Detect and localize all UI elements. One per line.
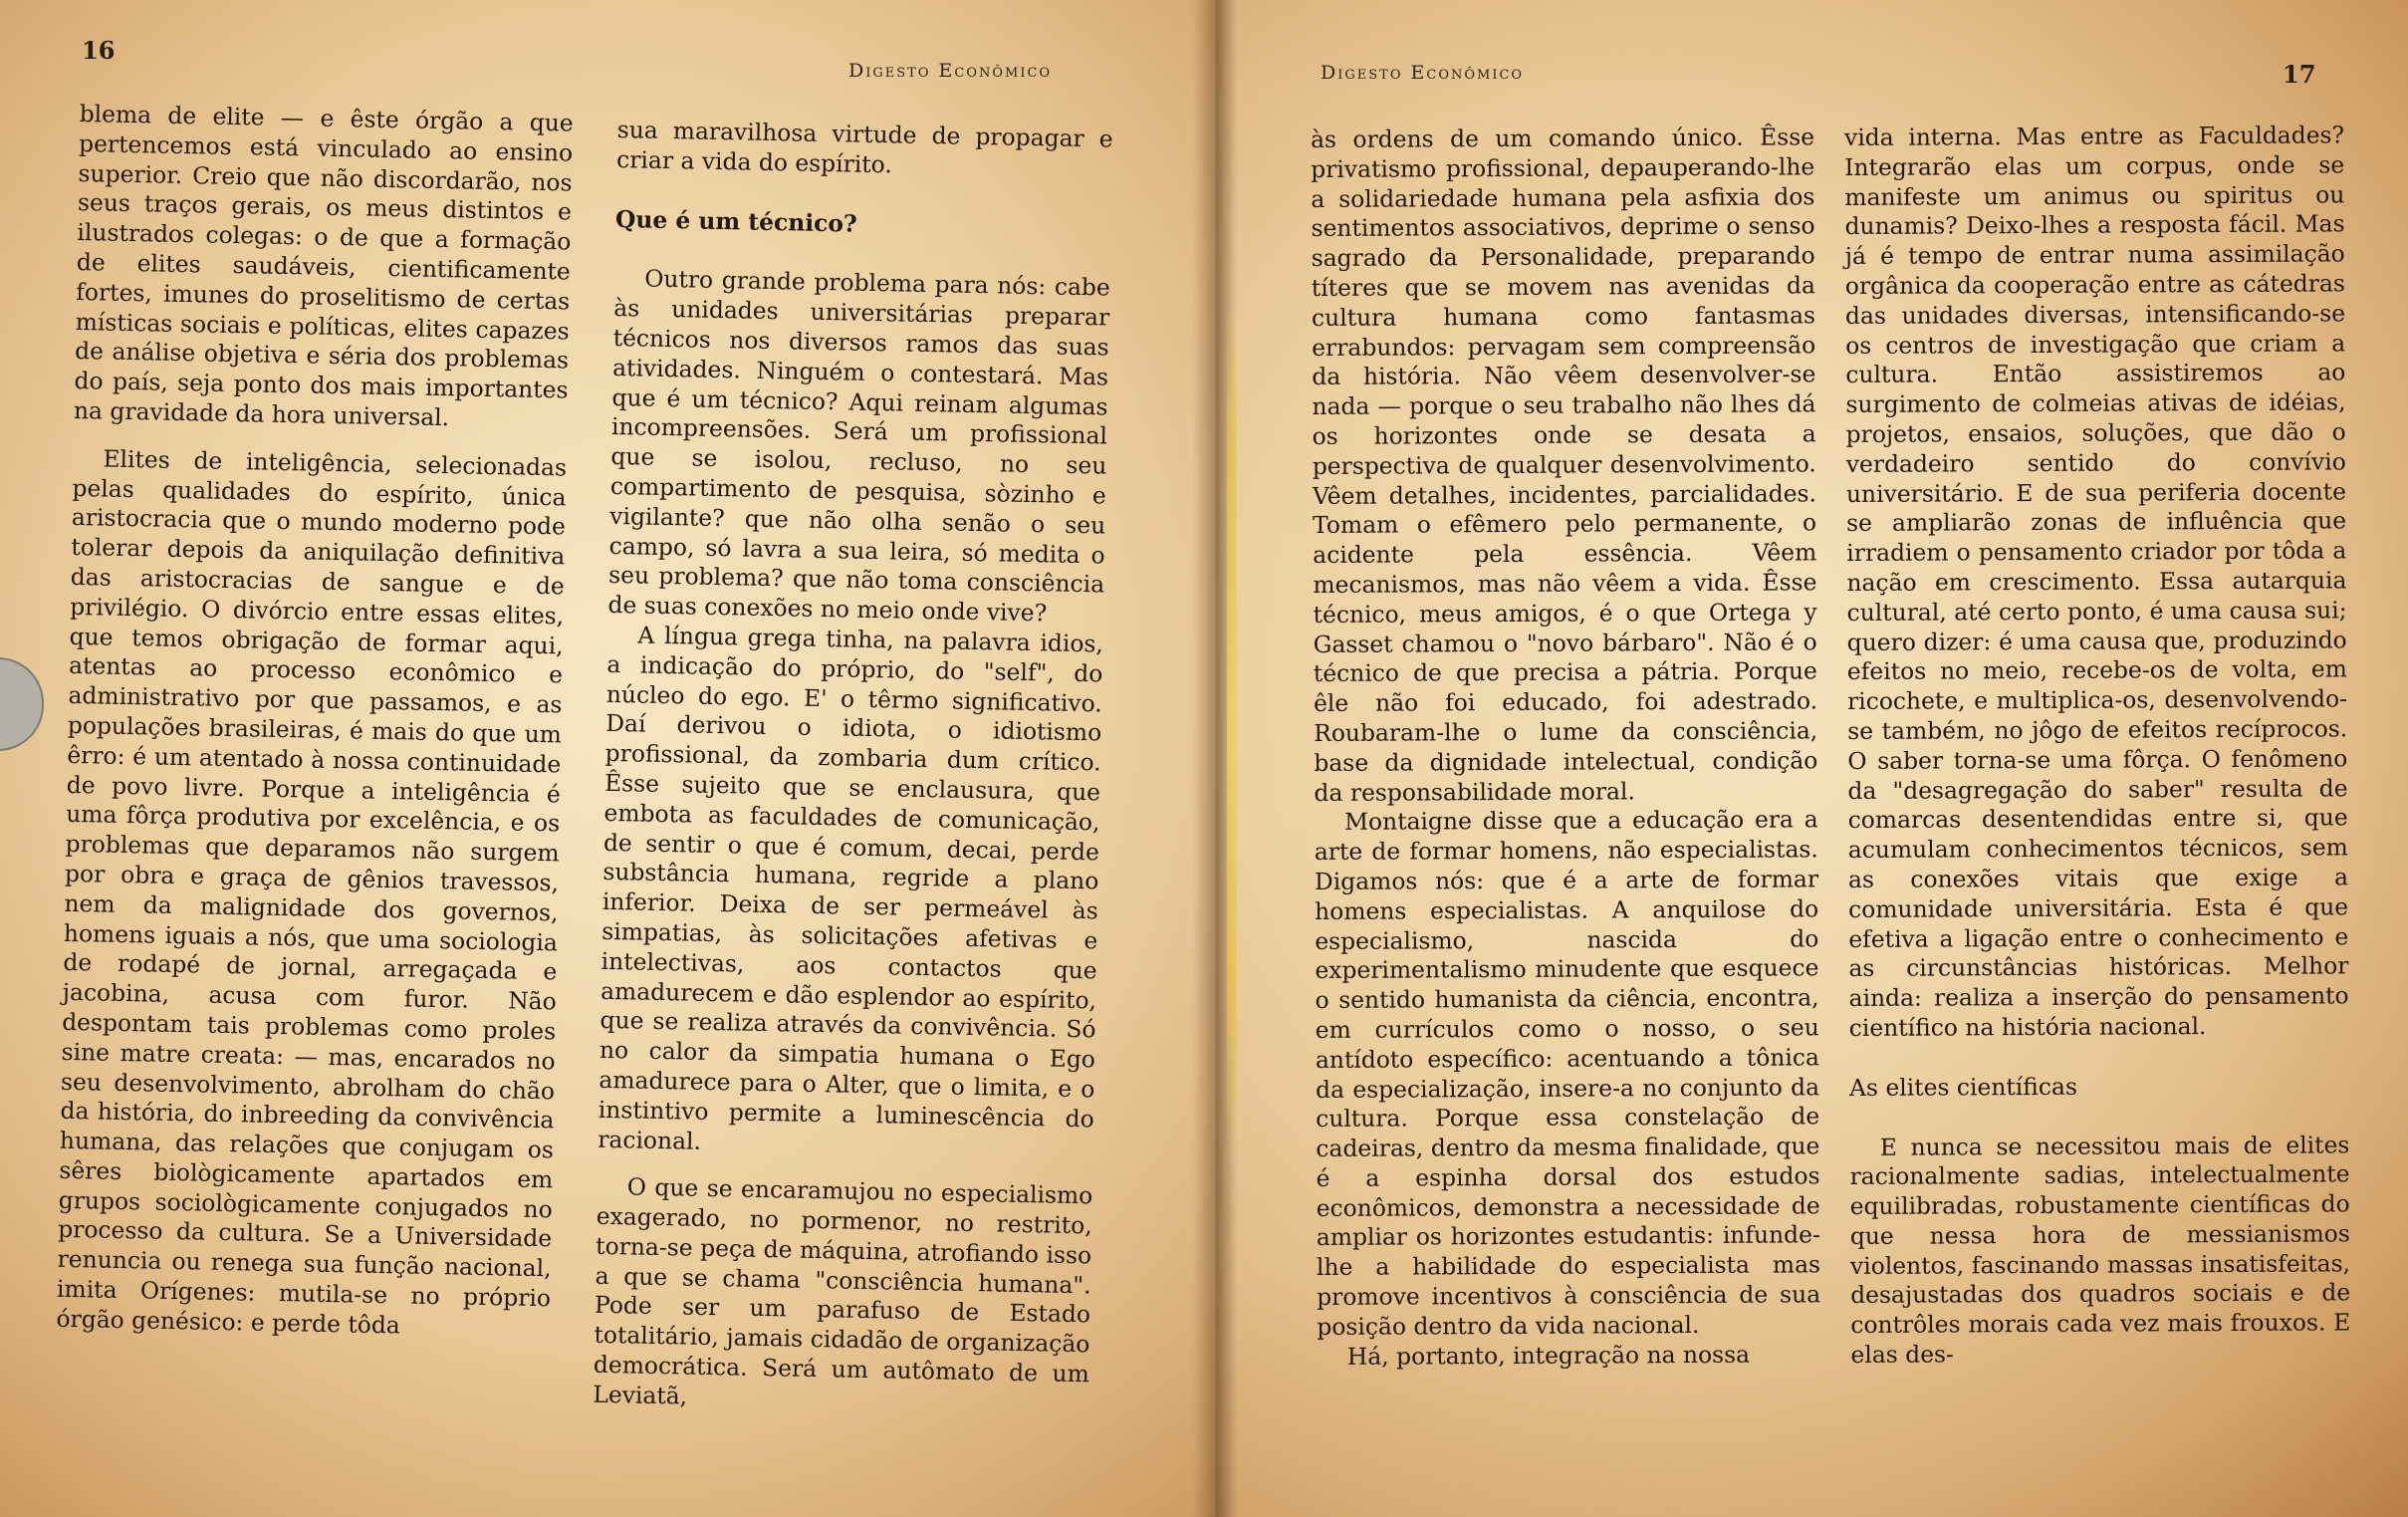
page-number-left: 16 xyxy=(82,36,116,65)
right-page-column-1 xyxy=(1311,123,1821,1372)
right-page-column-2 xyxy=(1844,121,2351,1370)
paragraph: blema de elite — e êste órgão a que pertencemos está vinculado ao ensino superior. Creio que não discordarão, nos seus traços gerais, os meus distintos e ilustrados colegas: o de que a formação de elites saudáveis, cientificamente fortes, imunes do proselitismo de certas místicas sociais e políticas, elites capazes de análise objetiva e séria dos problemas do país, seja ponto dos mais importantes na gravidade da hora universal. xyxy=(73,100,574,432)
paragraph: Elites de inteligência, selecionadas pelas qualidades do espírito, única aristocracia que o mundo moderno pode tolerar depois da aniquilação definitiva das aristocracias de sangue e de privilégio. O divórcio entre essas elites, que temos obrigação de formar aqui, atentas ao processo econômico e administrativo por que passamos, e as populações brasileiras, é mais do que um êrro: é um atentado à nossa continuidade de povo livre. Porque a inteligência é uma fôrça produtiva por excelência, e os problemas que deparamos não surgem por obra e graça de gênios travessos, nem da malignidade dos governos, homens iguais a nós, que uma sociologia de rodapé de jornal, arregaçada e jacobina, acusa com furor. Não despontam tais problemas como proles sine matre creata: — mas, encarados no seu desenvolvimento, abrolham do chão da história, do inbreeding da convivência humana, das relações que conjugam os sêres biològicamente apartados em grupos sociològicamente conjugados no processo da cultura. Se a Universidade renuncia ou renega sua função nacional, imita Orígenes: mutila-se no próprio órgão genésico: e perde tôda xyxy=(56,444,568,1340)
paragraph: às ordens de um comando único. Êsse privatismo profissional, depauperando-lhe a solidariedade humana pela asfixia dos sentimentos associativos, deprime o senso sagrado da Personalidade, preparando títeres que se movem nas avenidas da cultura humana como fantasmas errabundos: pervagam sem compreensão da história. Não vêem desenvolver-se nada — porque o seu trabalho não lhes dá os horizontes onde se desata a perspectiva de qualquer desenvolvimento. Vêem detalhes, incidentes, parcialidades. Tomam o efêmero pelo permanente, o acidente pela essência. Vêem mecanismos, mas não vêem a vida. Êsse técnico, meus amigos, é o que Ortega y Gasset chamou o "novo bárbaro". Não é o técnico de que precisa a pátria. Porque êle não foi educado, foi adestrado. Roubaram-lhe o lume da consciência, base da dignidade intelectual, condição da responsabilidade moral. xyxy=(1311,123,1818,807)
running-head-left: Digesto Econômico xyxy=(848,60,1053,82)
paragraph: Outro grande problema para nós: cabe às unidades universitárias preparar técnicos nos diversos ramos das suas atividades. Ninguém o contestará. Mas que é um técnico? Aqui reinam algumas incompreensões. Será um profissional que se isolou, recluso, no seu compartimento de pesquisa, sòzinho e vigilante? que não olha senão o seu campo, só lavra a sua leira, só medita o seu problema? que não toma consciência de suas conexões no meio onde vive? xyxy=(607,264,1111,628)
section-heading-tecnico: Que é um técnico? xyxy=(614,204,857,238)
right-page xyxy=(1213,0,2408,1517)
paragraph: Montaigne disse que a educação era a arte de formar homens, não especialistas. Digamos nós: que é a arte de formar homens especialistas. A anquilose do especialismo, nascida do experimentalismo minudente que esquece o sentido humanista da ciência, encontra, em currículos como o nosso, o seu antídoto específico: acentuando a tônica da especialização, insere-a no conjunto da cultura. Porque essa constelação de cadeiras, dentro da mesma finalidade, que é a espinha dorsal dos estudos econômicos, demonstra a necessidade de ampliar os horizontes estudantis: infunde-lhe a habilidade do especialista mas promove incentivos à consciência de sua posição dentro da vida nacional. xyxy=(1314,805,1821,1341)
paragraph: vida interna. Mas entre as Faculdades? Integrarão elas um corpus, onde se manifeste um animus ou spiritus ou dunamis? Deixo-lhes a resposta fácil. Mas já é tempo de entrar numa assimilação orgânica da cooperação entre as cátedras das unidades diversas, intensificando-se os centros de investigação que criam a cultura. Então assistiremos ao surgimento de colmeias ativas de idéias, projetos, ensaios, soluções, que dão o verdadeiro sentido do convívio universitário. E de sua periferia docente se ampliarão zonas de influência que irradiem o pensamento criador por tôda a nação em crescimento. Essa autarquia cultural, até certo ponto, é uma causa sui; quero dizer: é uma causa que, produzindo efeitos no meio, recebe-os de volta, em ricochete, e multiplica-os, desenvolvendo-se também, no jôgo de efeitos recíprocos. O saber torna-se uma fôrça. O fenômeno da "desagregação do saber" resulta de comarcas desentendidas entre si, que acumulam conhecimentos técnicos, sem as conexões vitais que exige a comunidade universitária. Esta é que efetiva a ligação entre o conhecimento e as circunstâncias históricas. Melhor ainda: realiza a inserção do pensamento científico na história nacional. xyxy=(1844,121,2349,1042)
left-page-column-1 xyxy=(56,100,574,1344)
paragraph: Há, portanto, integração na nossa xyxy=(1346,1340,1751,1371)
paragraph: O que se encaramujou no especialismo exagerado, no pormenor, no restrito, torna-se peça de máquina, atrofiando isso a que se chama "consciência humana". Pode ser um parafuso de Estado totalitário, jamais cidadão de organização democrática. Será um autômato de um Leviatã, xyxy=(593,1172,1093,1410)
page-number-right: 17 xyxy=(2283,60,2316,89)
section-heading-elites: As elites científicas xyxy=(1848,1072,2077,1102)
paragraph: E nunca se necessitou mais de elites racionalmente sadias, intelectualmente equilibradas, robustamente científicas do que nessa hora de messianismos violentos, fascinando massas insatisfeitas, desajustadas dos quadros sociais e de contrôles morais cada vez mais frouxos. E elas des- xyxy=(1849,1130,2351,1370)
binding-glue-stain xyxy=(1227,299,1237,1155)
paragraph: sua maravilhosa virtude de propagar e criar a vida do espírito. xyxy=(615,116,1113,179)
paragraph: A língua grega tinha, na palavra idios, a indicação do próprio, do "self", do núcleo do ego. E' o têrmo significativo. Daí derivou o idiota, o idiotismo profissional, da zombaria dum crítico. Êsse sujeito que se enclausura, que embota as faculdades de comunicação, de sentir o que é comum, decai, perde substância humana, regride a plano inferior. Deixa de ser permeável às simpatias, às solicitações afetivas e intelectivas, aos contactos que amadurecem e dão esplendor ao espírito, que se realiza através da convivência. Só no calor da simpatia humana o Ego amadurece para o Alter, que o limita, e o instintivo permite a luminescência do racional. xyxy=(598,621,1104,1155)
running-head-right: Digesto Econômico xyxy=(1321,62,1525,84)
page-tab-marker xyxy=(0,657,44,751)
left-page-column-2 xyxy=(593,116,1113,1419)
